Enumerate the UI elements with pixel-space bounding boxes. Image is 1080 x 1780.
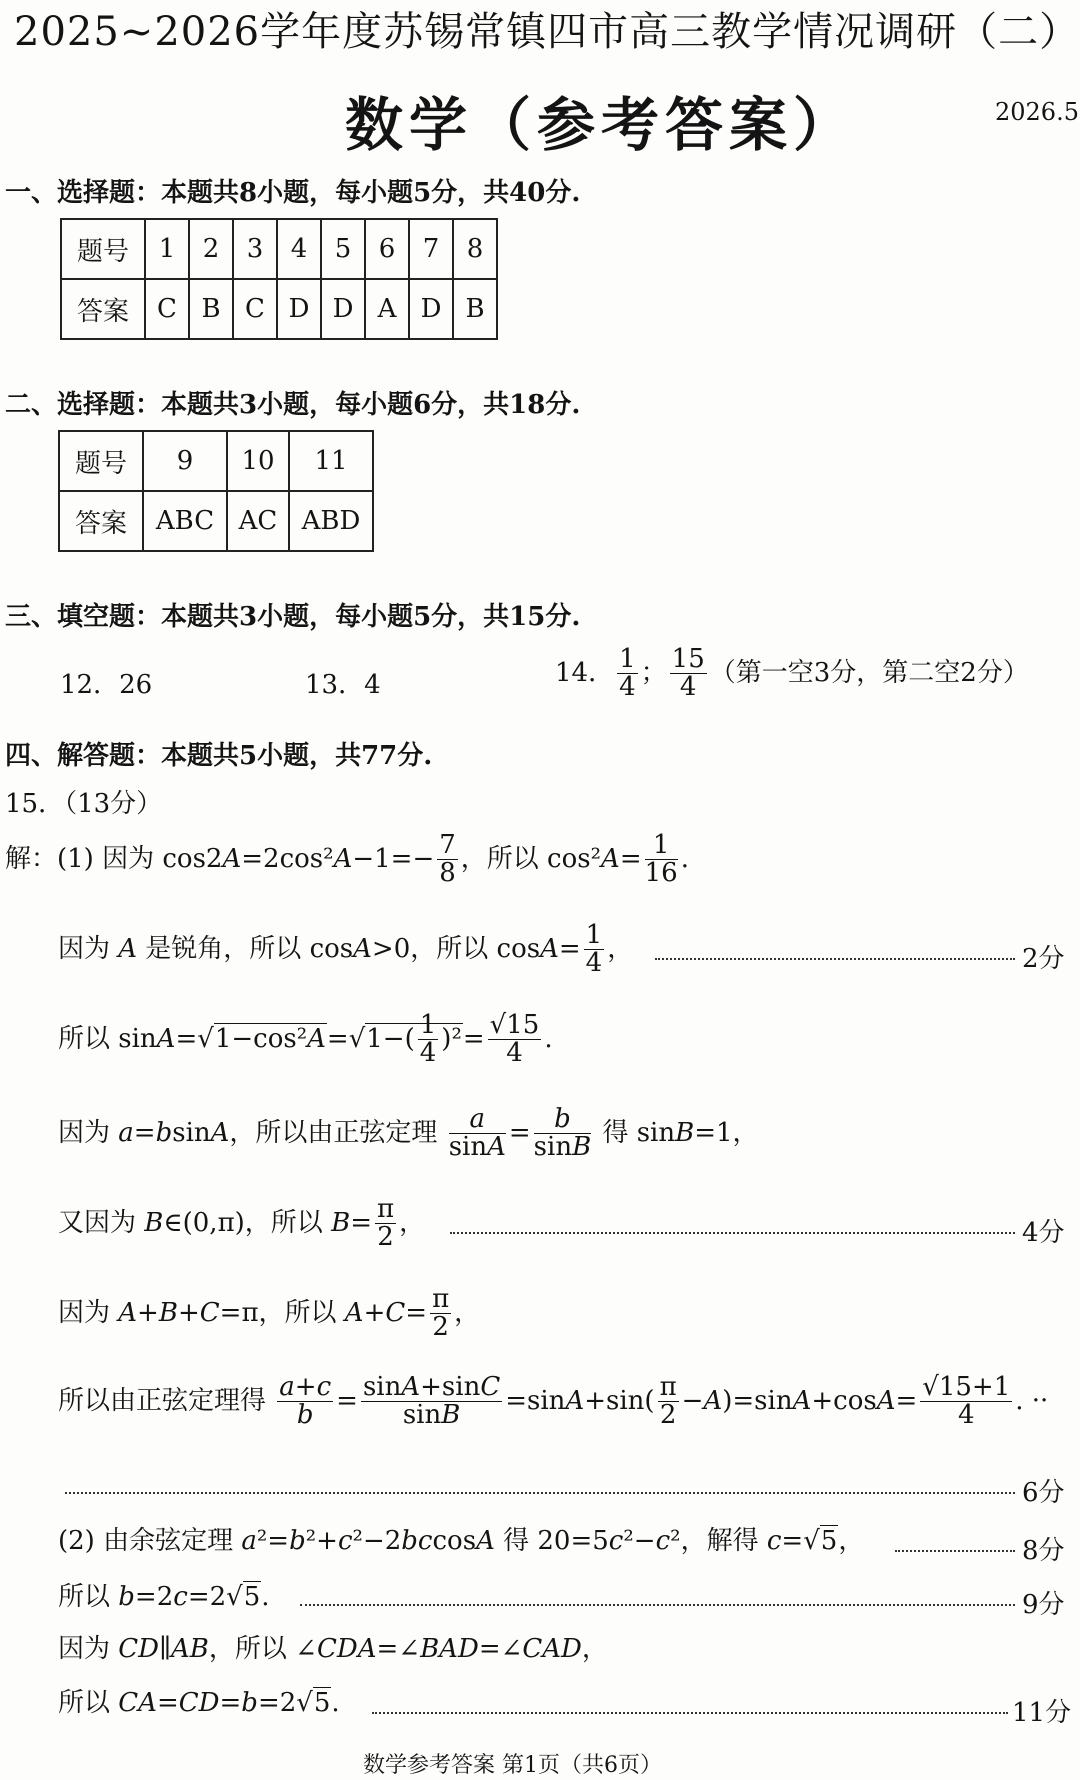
solution-line-3: 所以 sinA=√1−cos²A=√1−( $\frac{1}{4}$ )²= $\frac{√15}{4}$ . [58,1010,553,1069]
solution-line-4: 因为 a=bsinA，所以由正弦定理 $\frac{a}{\sin A}$ = $\frac{b}{\sin B}$ 得 sinB=1， [58,1104,759,1163]
solution-line-11: 所以 CA=CD=b=2√5. [58,1688,340,1718]
section3-heading: 三、填空题：本题共3小题，每小题5分，共15分. [5,602,581,632]
dot-leader [655,958,1015,960]
table-cell: ABC [143,491,227,551]
table-row [59,491,373,551]
dot-leader [372,1712,1008,1714]
answer-q12: 12．26 [60,670,153,700]
solution-line-1: 解：(1) 因为 cos2A=2cos²A−1=− $\frac{7}{8}$ ，所以 cos²A= $\frac{1}{16}$ . [5,830,689,889]
table-cell: 9 [143,431,227,491]
table-cell: 4 [277,219,321,279]
table-cell: ABD [289,491,373,551]
score-mark: 8分 [1022,1536,1065,1566]
score-mark: 4分 [1022,1218,1065,1248]
table-row [59,431,373,491]
score-mark: 2分 [1022,944,1065,974]
table-cell: 7 [409,219,453,279]
table-cell-label: 题号 [61,219,145,279]
fraction: $\frac{15}{4}$ [671,644,705,703]
page-title: 数学（参考答案） [345,91,858,159]
table-cell: D [409,279,453,339]
table-row [61,219,497,279]
dot-leader [895,1550,1015,1552]
solution-line-8: (2) 由余弦定理 a²=b²+c²−2bccosA 得 20=5c²−c²，解得 c=√5， [58,1526,865,1556]
table-cell: 11 [289,431,373,491]
table-cell: B [453,279,497,339]
section2-answer-table [58,430,374,552]
score-mark: 6分 [1022,1478,1065,1508]
table-cell: 6 [365,219,409,279]
q14-label: 14． [555,657,615,688]
section2-heading: 二、选择题：本题共3小题，每小题6分，共18分. [5,390,581,420]
table-row [61,279,497,339]
table-cell: 1 [145,219,189,279]
table-cell-label: 答案 [59,491,143,551]
table-cell: 8 [453,219,497,279]
table-cell: 2 [189,219,233,279]
table-cell: 5 [321,219,365,279]
section4-heading: 四、解答题：本题共5小题，共77分. [5,741,433,771]
document-date: 2026.5 [995,98,1079,126]
table-cell: D [321,279,365,339]
solution-line-5: 又因为 B∈(0,π)，所以 B= $\frac{\pi}{2}$ ， [58,1194,426,1253]
score-mark: 9分 [1022,1590,1065,1620]
table-cell: AC [227,491,289,551]
table-cell: C [145,279,189,339]
answer-q14: 14． $\frac{1}{4}$ ； $\frac{15}{4}$ （第一空3分，第二空2分） [555,644,1029,703]
table-cell: B [189,279,233,339]
solution-line-9: 所以 b=2c=2√5. [58,1582,270,1612]
section1-heading: 一、选择题：本题共8小题，每小题5分，共40分. [5,178,581,208]
solution-line-7: 所以由正弦定理得 $\frac{a+c}{b}$ = $\frac{\sin A+\sin C}{\sin B}$ =sinA+sin( $\frac{\pi}{2}$ −A)=sinA+cosA= $\frac{√15+1}{4}$ . ·· [58,1372,1049,1431]
q15-heading: 15．（13分） [5,789,163,819]
answer-q13: 13．4 [305,670,381,700]
page-footer: 数学参考答案 第1页（共6页） [363,1753,662,1778]
q14-note: （第一空3分，第二空2分） [709,657,1029,688]
dot-leader [65,1492,1015,1494]
solution-line-6: 因为 A+B+C=π，所以 A+C= $\frac{\pi}{2}$ ， [58,1284,481,1343]
table-cell: 10 [227,431,289,491]
solution-line-10: 因为 CD∥AB，所以 ∠CDA=∠BAD=∠CAD， [58,1634,608,1664]
dot-leader [300,1604,1015,1606]
score-mark: 11分 [1012,1698,1072,1728]
table-cell-label: 答案 [61,279,145,339]
table-cell: D [277,279,321,339]
table-cell: 3 [233,219,277,279]
solution-line-2: 因为 A 是锐角，所以 cosA>0，所以 cosA= $\frac{1}{4}$ ， [58,920,634,979]
table-cell: C [233,279,277,339]
dot-leader [450,1232,1015,1234]
document-header: 2025~2026学年度苏锡常镇四市高三教学情况调研（二） [14,9,1080,55]
table-cell: A [365,279,409,339]
section1-answer-table [60,218,498,340]
fraction: $\frac{1}{4}$ [619,644,636,703]
table-cell-label: 题号 [59,431,143,491]
